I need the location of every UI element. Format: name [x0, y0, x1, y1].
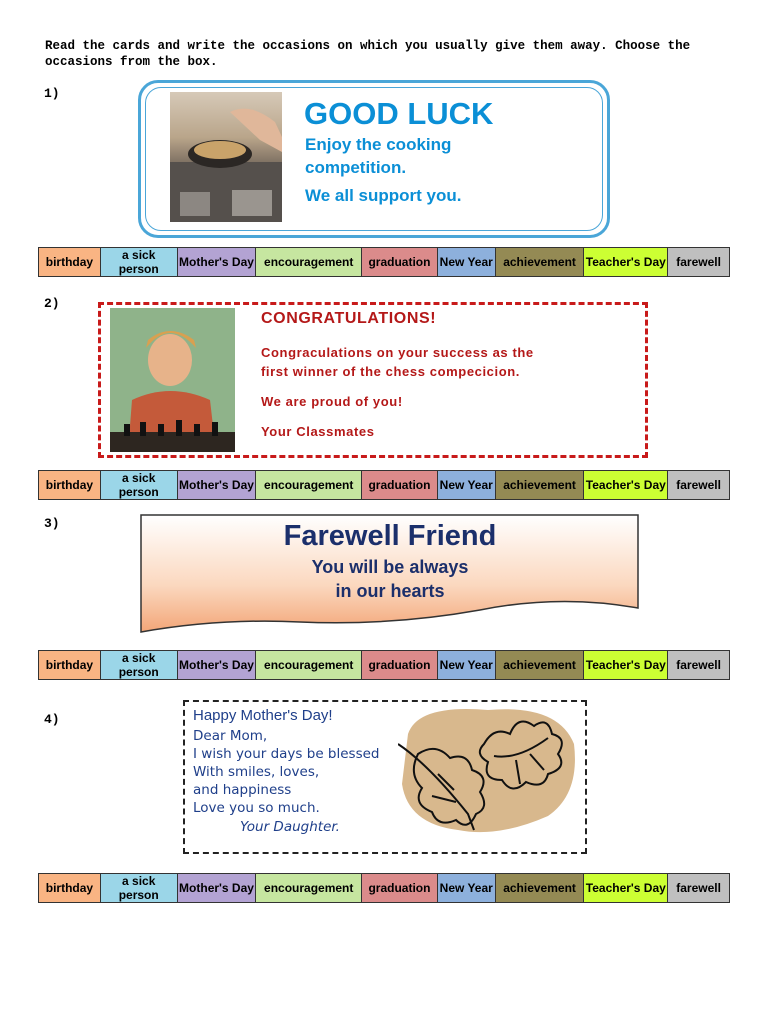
occasion-encouragement: encouragement	[256, 651, 362, 679]
autumn-leaves-illustration	[398, 704, 580, 842]
occasion-teachers-day: Teacher's Day	[584, 471, 668, 499]
occasion-encouragement: encouragement	[256, 874, 362, 902]
card4-line: Dear Mom,	[193, 728, 268, 744]
card1-line: We all support you.	[305, 186, 462, 205]
occasion-box-4	[38, 873, 730, 903]
occasion-achievement: achievement	[496, 651, 585, 679]
occasion-birthday: birthday	[39, 874, 101, 902]
occasion-achievement: achievement	[496, 874, 585, 902]
occasion-teachers-day: Teacher's Day	[584, 874, 668, 902]
item-number-4: 4)	[44, 712, 60, 727]
occasion-new-year: New Year	[438, 651, 496, 679]
occasion-teachers-day: Teacher's Day	[584, 651, 668, 679]
card3-line: in our hearts	[335, 581, 445, 601]
instructions: Read the cards and write the occasions on which you usually give them away. Choose the occasions from the box.	[45, 39, 691, 69]
occasion-graduation: graduation	[362, 471, 438, 499]
card1-line: competition.	[305, 158, 407, 177]
card2-line: Your Classmates	[261, 424, 375, 439]
card1-title: GOOD LUCK	[304, 96, 494, 131]
occasion-graduation: graduation	[362, 651, 438, 679]
occasion-birthday: birthday	[39, 471, 101, 499]
occasion-box-2	[38, 470, 730, 500]
occasion-sick-person: a sick person	[101, 874, 178, 902]
occasion-teachers-day: Teacher's Day	[584, 248, 668, 276]
card4-signature: Your Daughter.	[240, 819, 340, 835]
cooking-photo	[170, 92, 282, 222]
occasion-new-year: New Year	[438, 874, 496, 902]
card3-title: Farewell Friend	[283, 520, 497, 552]
card4-title: Happy Mother's Day!	[193, 707, 333, 724]
card4-line: Love you so much.	[193, 800, 320, 816]
occasion-birthday: birthday	[39, 248, 101, 276]
occasion-sick-person: a sick person	[101, 471, 178, 499]
occasion-sick-person: a sick person	[101, 651, 178, 679]
occasion-encouragement: encouragement	[256, 248, 362, 276]
occasion-graduation: graduation	[362, 874, 438, 902]
occasion-achievement: achievement	[496, 471, 585, 499]
occasion-mothers-day: Mother's Day	[178, 651, 257, 679]
occasion-graduation: graduation	[362, 248, 438, 276]
occasion-farewell: farewell	[668, 248, 729, 276]
chess-player-photo	[110, 308, 235, 452]
occasion-new-year: New Year	[438, 248, 496, 276]
card1-line: Enjoy the cooking	[305, 135, 452, 154]
card2-line: first winner of the chess compecicion.	[261, 364, 521, 379]
occasion-box-3	[38, 650, 730, 680]
occasion-box-1	[38, 247, 730, 277]
item-number-2: 2)	[44, 296, 60, 311]
occasion-sick-person: a sick person	[101, 248, 178, 276]
occasion-new-year: New Year	[438, 471, 496, 499]
occasion-farewell: farewell	[668, 471, 729, 499]
card4-line: With smiles, loves,	[193, 764, 320, 780]
card4-line: I wish your days be blessed	[193, 746, 380, 762]
occasion-encouragement: encouragement	[256, 471, 362, 499]
occasion-mothers-day: Mother's Day	[178, 874, 257, 902]
occasion-mothers-day: Mother's Day	[178, 471, 257, 499]
occasion-birthday: birthday	[39, 651, 101, 679]
card2-title: CONGRATULATIONS!	[261, 310, 437, 327]
occasion-farewell: farewell	[668, 874, 729, 902]
card3-line: You will be always	[311, 557, 469, 577]
card2-line: Congraculations on your success as the	[261, 345, 534, 360]
item-number-1: 1)	[44, 86, 60, 101]
occasion-farewell: farewell	[668, 651, 729, 679]
item-number-3: 3)	[44, 516, 60, 531]
occasion-achievement: achievement	[496, 248, 585, 276]
occasion-mothers-day: Mother's Day	[178, 248, 257, 276]
card4-line: and happiness	[193, 782, 292, 798]
card2-line: We are proud of you!	[261, 394, 403, 409]
